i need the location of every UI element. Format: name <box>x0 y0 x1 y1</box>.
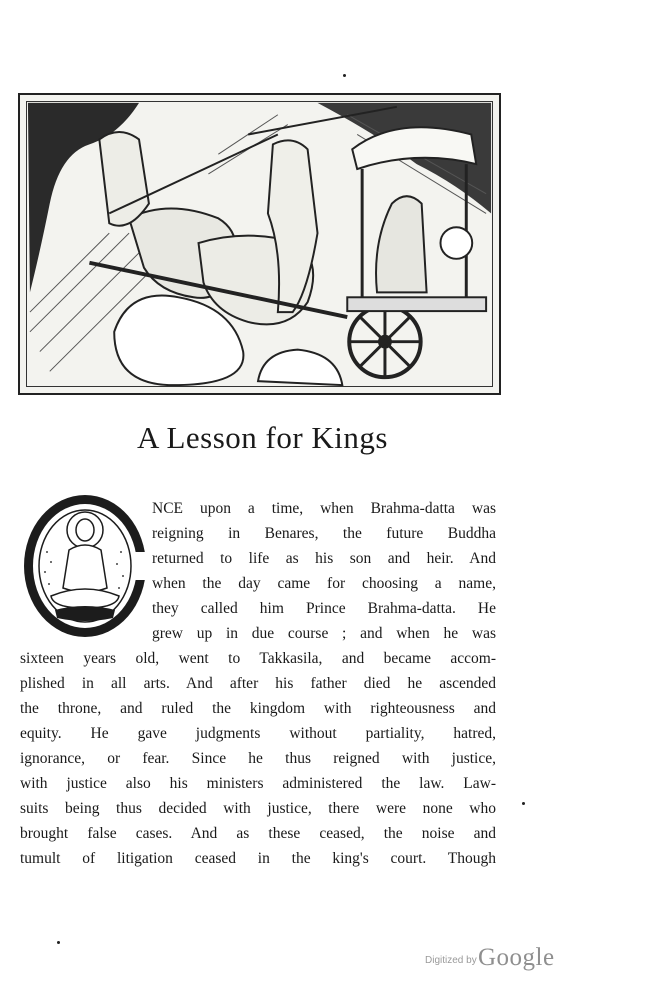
body-text-line: they called him Prince Brahma-datta. He <box>152 600 496 617</box>
drop-cap-o-illustration <box>21 492 149 640</box>
body-text-line: reigning in Benares, the future Buddha <box>152 525 496 542</box>
body-text-line: ignorance, or fear. Since he thus reigned with justice, <box>20 750 496 767</box>
body-text-line: returned to life as his son and heir. And <box>152 550 496 567</box>
body-text-line: NCE upon a time, when Brahma-datta was <box>152 500 496 517</box>
body-text-line: brought false cases. And as these ceased, the noise and <box>20 825 496 842</box>
body-text-line: equity. He gave judgments without partiality, hatred, <box>20 725 496 742</box>
page-title: A Lesson for Kings <box>137 420 388 455</box>
body-text-line: with justice also his ministers administered the law. Law- <box>20 775 496 792</box>
digitized-by-label: Digitized by <box>425 955 477 966</box>
body-text-line: the throne, and ruled the kingdom with righteousness and <box>20 700 496 717</box>
header-illustration <box>18 93 501 395</box>
body-text-line: grew up in due course ; and when he was <box>152 625 496 642</box>
ink-speck <box>57 941 60 944</box>
ink-speck <box>522 802 525 805</box>
google-watermark: Google <box>478 944 555 971</box>
body-text-line: suits being thus decided with justice, there were none who <box>20 800 496 817</box>
body-text-line: when the day came for choosing a name, <box>152 575 496 592</box>
ink-speck <box>343 74 346 77</box>
body-text-line: sixteen years old, went to Takkasila, and became accom- <box>20 650 496 667</box>
body-text-line: plished in all arts. And after his father died he ascended <box>20 675 496 692</box>
body-text-line: tumult of litigation ceased in the king's court. Though <box>20 850 496 867</box>
